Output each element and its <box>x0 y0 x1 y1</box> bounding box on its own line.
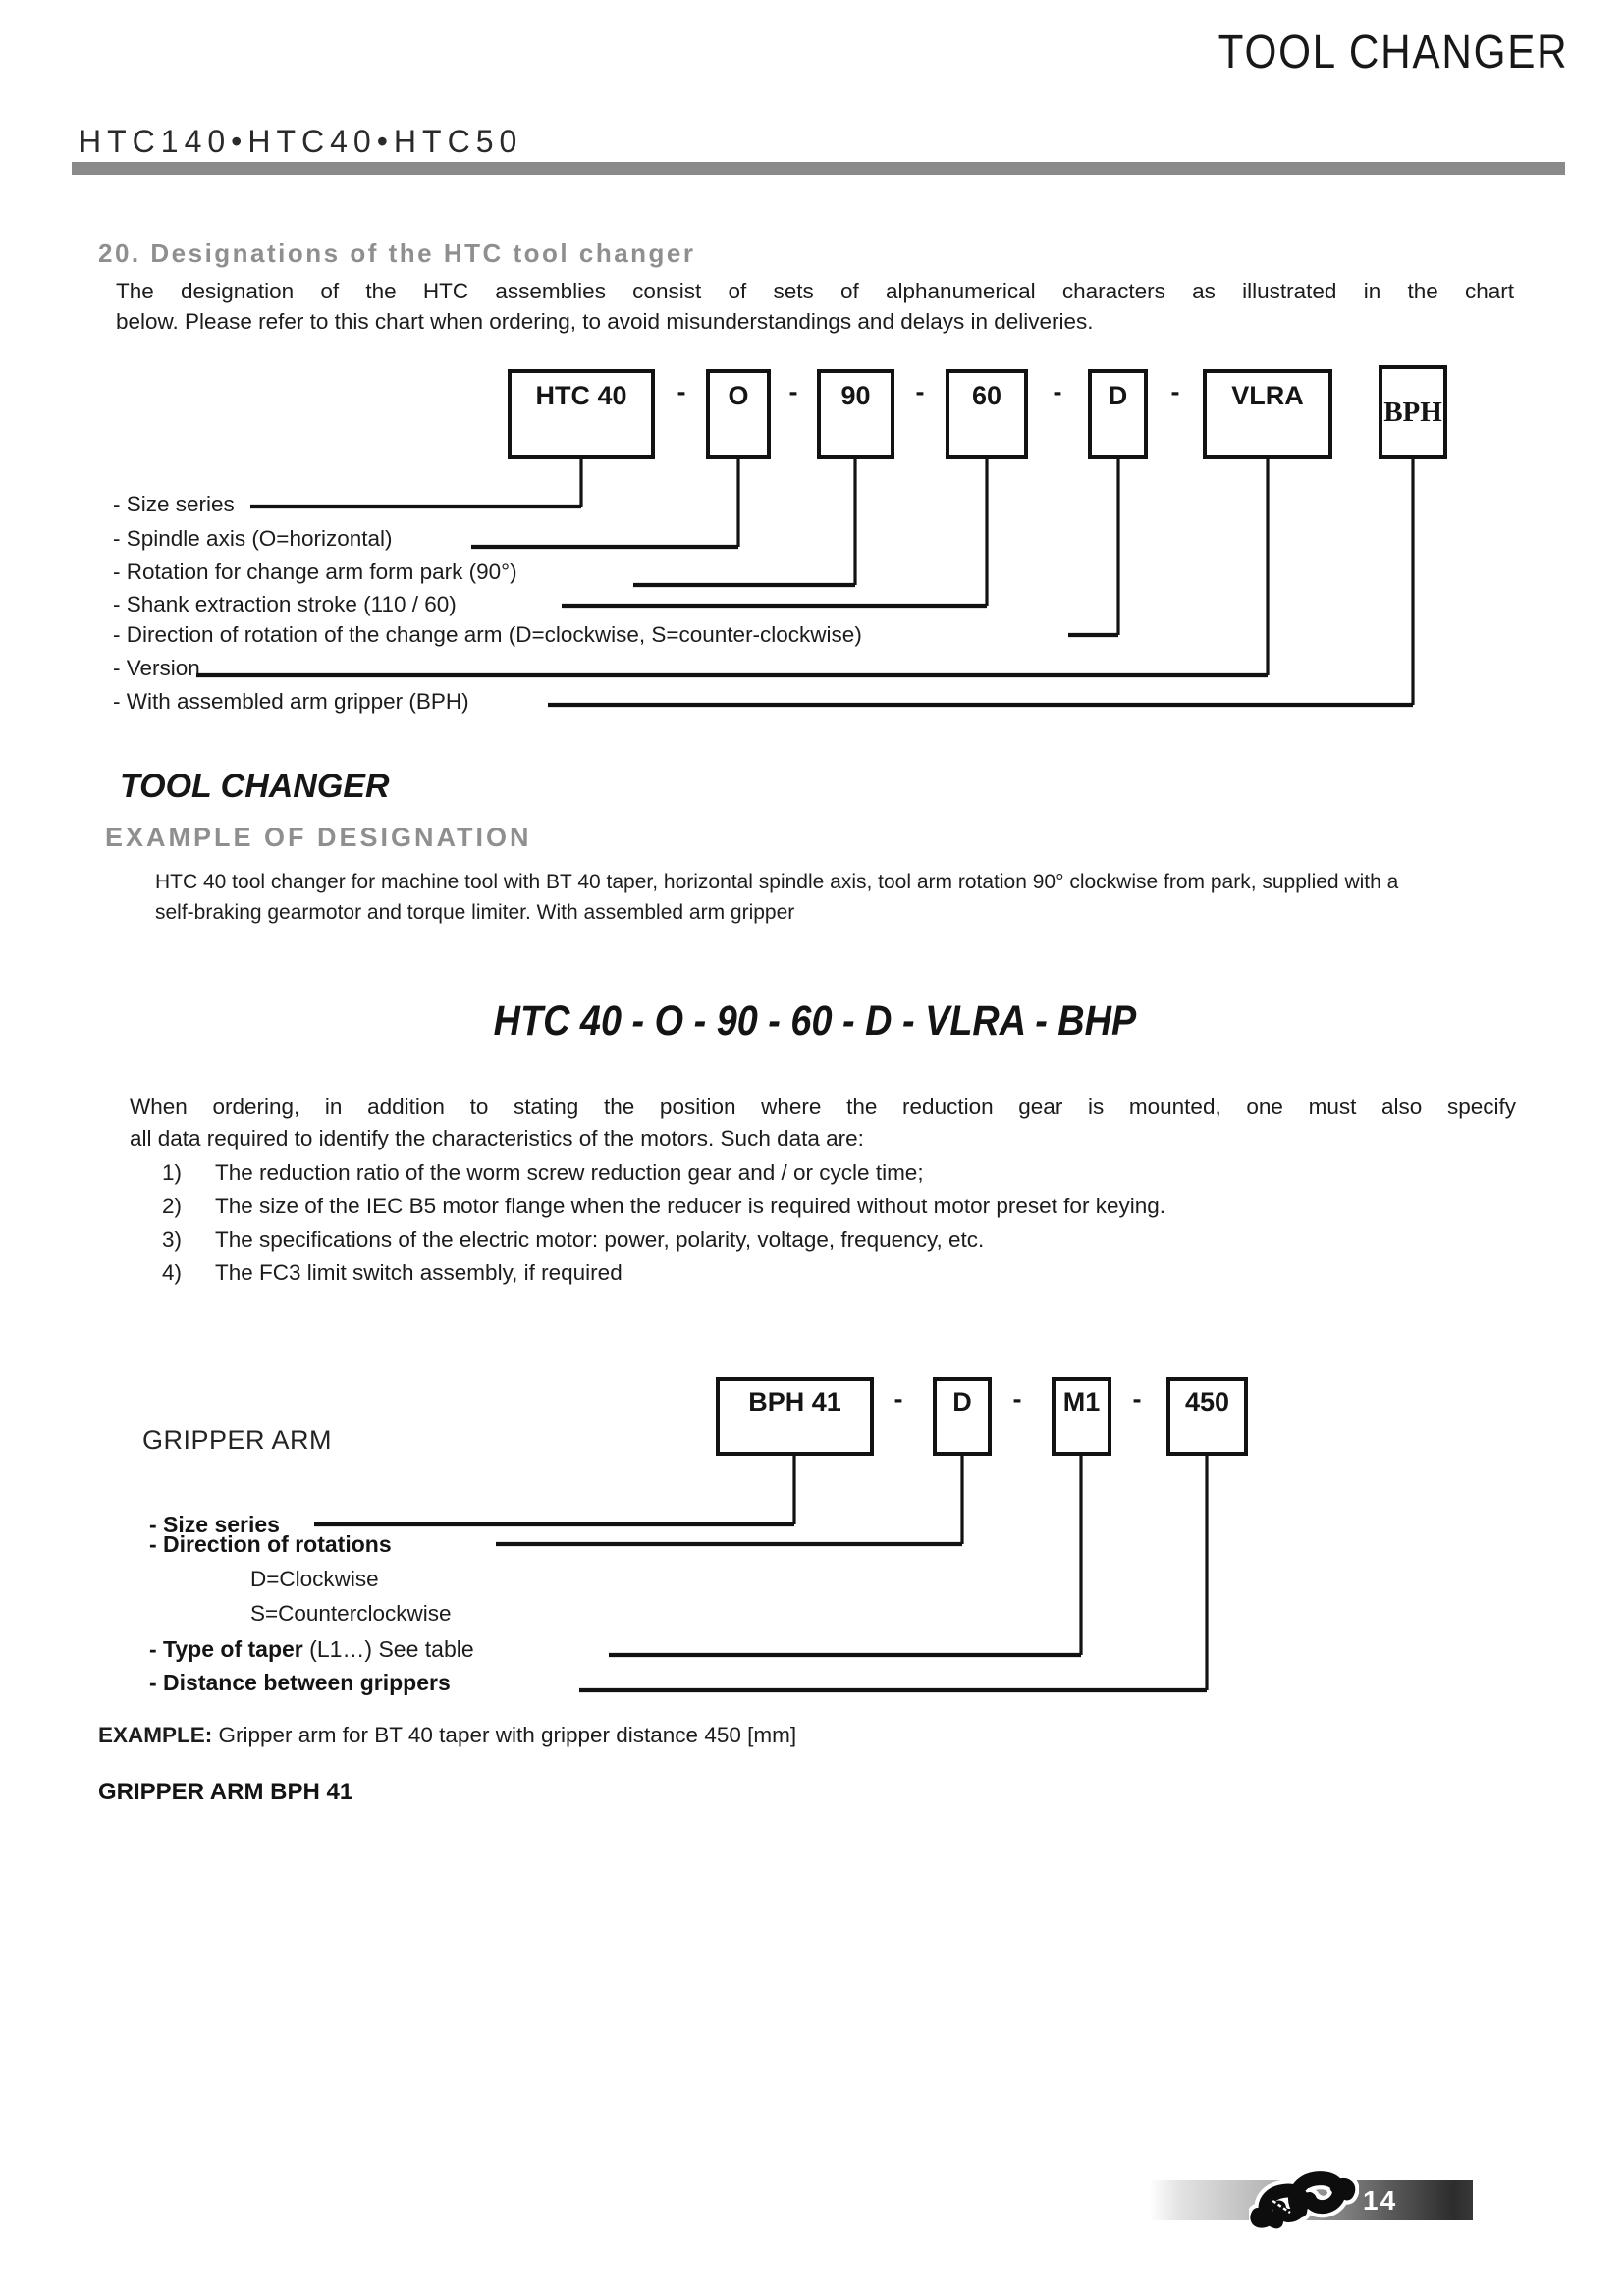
diagram2-title: GRIPPER ARM <box>142 1425 333 1455</box>
ordering-item <box>162 1227 1165 1260</box>
section-paragraph-line2: below. Please refer to this chart when ordering, to avoid misunderstandings and delays in deliveries. <box>116 309 1094 334</box>
model-series-header: HTC140•HTC40•HTC50 <box>79 124 523 159</box>
ordering-item-number: 4) <box>162 1260 183 1285</box>
example-designation-paragraph <box>155 868 1476 928</box>
legend-gripper-size-series: - Size series <box>149 1512 280 1537</box>
legend-direction: - Direction of rotation of the change arm (D=clockwise, S=counter-clockwise) <box>113 622 862 647</box>
header-divider-bar <box>72 162 1565 175</box>
separator-dash: - <box>1132 1384 1142 1414</box>
ordering-paragraph-line1: When ordering, in addition to stating the position where the reduction gear is mounted, one must also specify <box>130 1095 1516 1119</box>
ordering-item-text: The reduction ratio of the worm screw reduction gear and / or cycle time; <box>215 1160 924 1185</box>
legend-version: - Version <box>113 656 200 680</box>
legend-direction-s-option: S=Counterclockwise <box>250 1601 452 1626</box>
designation-box-size-series: HTC 40 <box>508 369 655 459</box>
example-paragraph-line2: self-braking gearmotor and torque limiter. With assembled arm gripper <box>155 900 795 924</box>
separator-dash: - <box>1012 1384 1022 1414</box>
ordering-item-text: The size of the IEC B5 motor flange when the reducer is required without motor preset for keying. <box>215 1194 1165 1218</box>
tool-changer-designation-diagram <box>0 363 1624 805</box>
legend-gripper-taper <box>149 1636 474 1663</box>
designation-code <box>373 997 1257 1045</box>
ordering-item-text: The specifications of the electric motor: power, polarity, voltage, frequency, etc. <box>215 1227 985 1252</box>
separator-dash: - <box>1170 377 1180 406</box>
ordering-item-number: 2) <box>162 1194 183 1218</box>
brand-swirl-logo-icon <box>1249 2158 1359 2242</box>
legend-gripper-distance: - Distance between grippers <box>149 1670 451 1695</box>
legend-taper-bold: - Type of taper <box>149 1636 303 1662</box>
separator-dash: - <box>788 377 798 406</box>
page-title: TOOL CHANGER <box>1218 27 1568 79</box>
designation-box-stroke: 60 <box>946 369 1028 459</box>
section-paragraph-line1: The designation of the HTC assemblies consist of sets of alphanumerical characters as illustrated in the chart <box>116 279 1514 303</box>
example-label: EXAMPLE: <box>98 1723 213 1747</box>
legend-rotation: - Rotation for change arm form park (90°) <box>113 560 517 584</box>
legend-arm-gripper: - With assembled arm gripper (BPH) <box>113 689 469 714</box>
legend-spindle-axis: - Spindle axis (O=horizontal) <box>113 526 393 551</box>
gripper-box-direction: D <box>933 1377 992 1456</box>
separator-dash: - <box>677 377 686 406</box>
ordering-paragraph <box>130 1092 1516 1154</box>
designation-box-rotation: 90 <box>817 369 894 459</box>
designation-box-gripper-suffix: BPH <box>1379 365 1447 459</box>
designation-box-version: VLRA <box>1203 369 1332 459</box>
legend-gripper-direction: - Direction of rotations <box>149 1531 392 1557</box>
designation-code-text: HTC 40 - O - 90 - 60 - D - VLRA - BHP <box>493 997 1137 1044</box>
ordering-item-text: The FC3 limit switch assembly, if required <box>215 1260 623 1285</box>
ordering-item <box>162 1160 1165 1194</box>
ordering-list <box>162 1160 1165 1294</box>
example-text: Gripper arm for BT 40 taper with gripper distance 450 [mm] <box>212 1723 797 1747</box>
gripper-box-taper: M1 <box>1052 1377 1111 1456</box>
legend-stroke: - Shank extraction stroke (110 / 60) <box>113 592 457 616</box>
ordering-item-number: 3) <box>162 1227 183 1252</box>
separator-dash: - <box>893 1384 903 1414</box>
example-designation-heading: EXAMPLE OF DESIGNATION <box>105 823 532 852</box>
legend-direction-d-option: D=Clockwise <box>250 1567 379 1591</box>
legend-taper-note: (L1…) See table <box>302 1636 474 1662</box>
section-heading: 20. Designations of the HTC tool changer <box>98 239 696 268</box>
designation-box-direction: D <box>1088 369 1148 459</box>
diagram1-title: TOOL CHANGER <box>120 768 390 805</box>
gripper-arm-designation-diagram <box>0 1364 1624 1708</box>
gripper-box-size-series: BPH 41 <box>716 1377 874 1456</box>
ordering-item <box>162 1194 1165 1227</box>
ordering-item-number: 1) <box>162 1160 183 1185</box>
gripper-arm-code: GRIPPER ARM BPH 41 <box>98 1779 353 1805</box>
ordering-item <box>162 1260 1165 1294</box>
designation-box-spindle-axis: O <box>706 369 771 459</box>
gripper-box-distance: 450 <box>1166 1377 1248 1456</box>
separator-dash: - <box>1053 377 1062 406</box>
separator-dash: - <box>915 377 925 406</box>
legend-size-series: - Size series <box>113 492 235 516</box>
section-paragraph <box>116 276 1514 337</box>
ordering-paragraph-line2: all data required to identify the characteristics of the motors. Such data are: <box>130 1126 864 1150</box>
page-number: 14 <box>1363 2185 1398 2216</box>
gripper-example-line <box>98 1723 796 1748</box>
example-paragraph-line1: HTC 40 tool changer for machine tool with BT 40 taper, horizontal spindle axis, tool arm rotation 90° clockwise from park, supplied with a <box>155 871 1399 893</box>
